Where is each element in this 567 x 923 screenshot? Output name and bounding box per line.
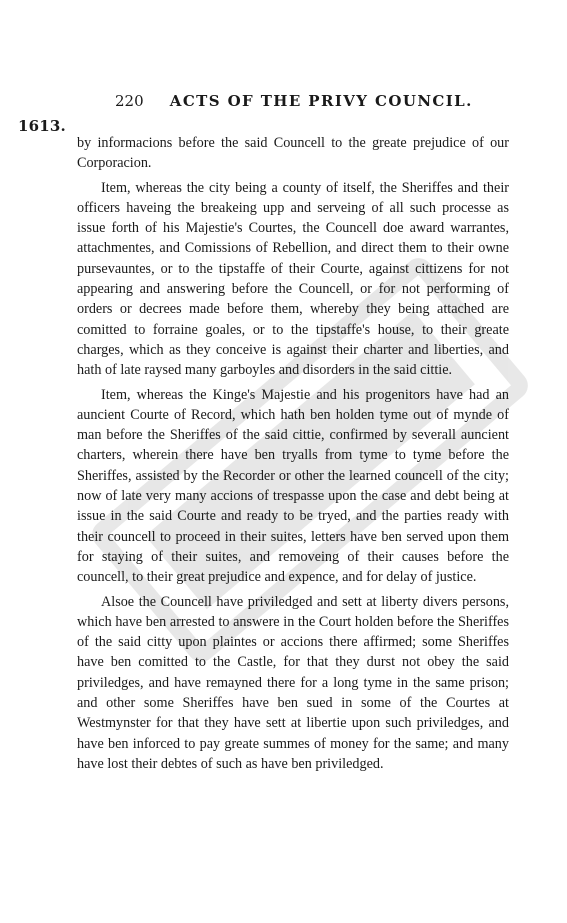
body-text [77,133,509,774]
running-header [115,92,473,110]
page-number: 220 [115,92,144,110]
running-title: ACTS OF THE PRIVY COUNCIL. [169,92,473,110]
paragraph-1: by informacions before the said Councell to the greate prejudice of our Corporacion. [77,135,509,172]
margin-year: 1613. [18,117,66,135]
paragraph-4: Alsoe the Councell have priviledged and sett at liberty divers persons, which have ben arrested to answere in the Court holden before the Sheriffes of the said citty upon plaintes or accions there affirmed; some Sheriffes have ben comitted to the Castle, for that they durst not obey the said priviledges, and have remayned there for a long tyme in the same prison; and other some Sheriffes have ben sued in some of the Courtes at Westmynster for that they have sett at libertie upon such priviledges, and have ben inforced to pay greate summes of money for the same; and many have lost their debtes of such as have ben priviledged. [77,593,509,772]
paragraph-3: Item, whereas the Kinge's Majestie and his progenitors have had an auncient Courte of Record, which hath ben holden tyme out of mynde of man before the Sheriffes of the said cittie, confirmed by severall auncient charters, wherein there have ben tryalls from tyme to tyme before the Sheriffes, assisted by the Recorder or other the learned councell of the city; now of late very many accions of trespasse upon the case and debt being at issue in the said Courte and ready to be tryed, and the parties ready with their councell to proceed in their suites, letters have ben served upon them for staying of their suites, and removeing of their causes before the councell, to their great prejudice and expence, and for delay of justice. [77,386,509,586]
paragraph-2: Item, whereas the city being a county of itself, the Sheriffes and their officers haveing the breakeing upp and serveing of all such processe as issue forth of his Majestie's Courtes, the Councell doe award warrantes, attachmentes, and Comissions of Rebellion, and direct them to their owne pursevauntes, or to the tipstaffe of their Courte, against cittizens for not appearing and answering before the Councell, or for not performing of orders or decrees made before them, whereby they being attached are comitted to forraine goales, or to the tipstaffe's house, to their greate charges, which as they conceive is against their charter and liberties, and hath of late raysed many garboyles and disorders in the said cittie. [77,179,509,379]
